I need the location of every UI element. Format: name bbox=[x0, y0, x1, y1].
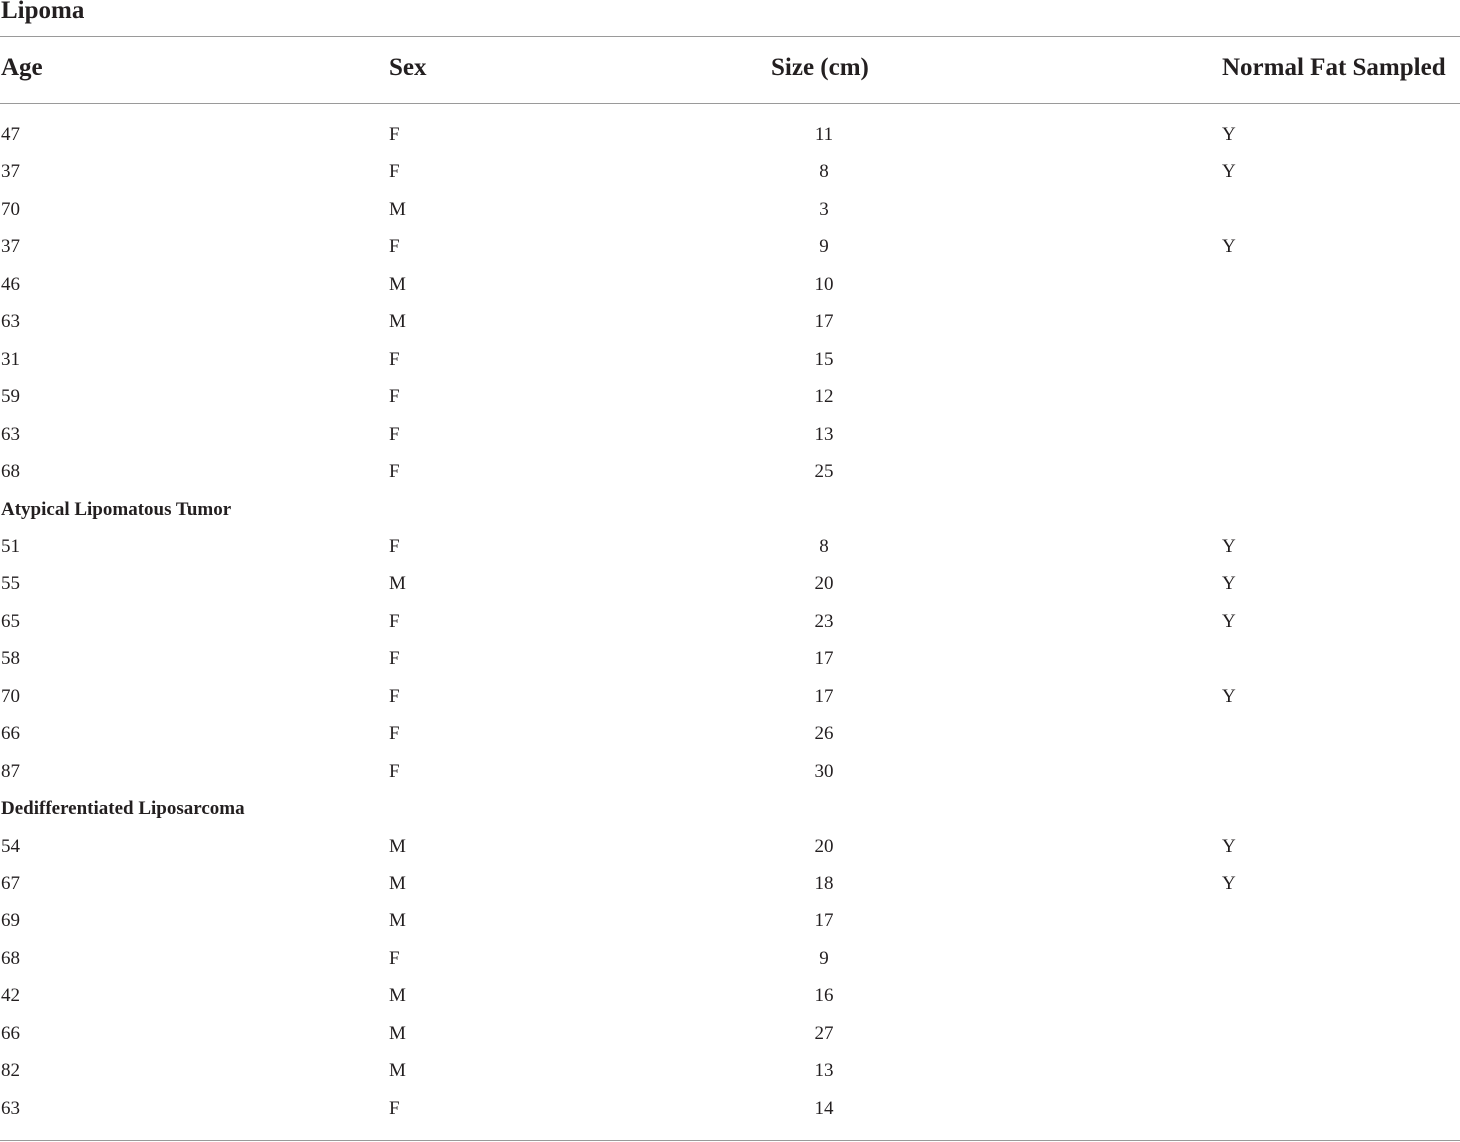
table-row bbox=[0, 758, 1460, 786]
table-row bbox=[0, 833, 1460, 861]
sex-cell: M bbox=[389, 311, 406, 332]
bottom-rule bbox=[0, 1140, 1460, 1141]
size-cell: 30 bbox=[814, 761, 834, 782]
table-row bbox=[0, 158, 1460, 186]
age-cell: 51 bbox=[1, 536, 20, 557]
age-cell: 87 bbox=[1, 761, 20, 782]
table-row bbox=[0, 1057, 1460, 1085]
size-cell: 8 bbox=[819, 161, 829, 182]
table-row bbox=[0, 720, 1460, 748]
table-row bbox=[0, 1095, 1460, 1123]
table-row bbox=[0, 645, 1460, 673]
size-cell: 20 bbox=[814, 836, 834, 857]
normal-fat-cell: Y bbox=[1222, 536, 1236, 557]
table-row bbox=[0, 907, 1460, 935]
age-cell: 70 bbox=[1, 199, 20, 220]
sex-cell: F bbox=[389, 648, 400, 669]
table-row bbox=[0, 121, 1460, 149]
size-cell: 23 bbox=[814, 611, 834, 632]
sex-cell: F bbox=[389, 611, 400, 632]
age-cell: 63 bbox=[1, 311, 20, 332]
normal-fat-cell: Y bbox=[1222, 573, 1236, 594]
table-title: Lipoma bbox=[1, 0, 85, 24]
size-cell: 15 bbox=[814, 349, 834, 370]
size-cell: 13 bbox=[814, 424, 834, 445]
table-row bbox=[0, 945, 1460, 973]
sex-cell: F bbox=[389, 1098, 400, 1119]
table-row bbox=[0, 870, 1460, 898]
table-row bbox=[0, 458, 1460, 486]
age-cell: 54 bbox=[1, 836, 20, 857]
table-row bbox=[0, 233, 1460, 261]
header-normal-fat: Normal Fat Sampled bbox=[1222, 54, 1446, 81]
size-cell: 9 bbox=[819, 236, 829, 257]
age-cell: 59 bbox=[1, 386, 20, 407]
size-cell: 17 bbox=[814, 910, 834, 931]
age-cell: 69 bbox=[1, 910, 20, 931]
sex-cell: F bbox=[389, 349, 400, 370]
sex-cell: F bbox=[389, 424, 400, 445]
normal-fat-cell: Y bbox=[1222, 236, 1236, 257]
table-row bbox=[0, 196, 1460, 224]
size-cell: 27 bbox=[814, 1023, 834, 1044]
header-rule bbox=[0, 103, 1460, 104]
table-row bbox=[0, 1020, 1460, 1048]
size-cell: 17 bbox=[814, 311, 834, 332]
age-cell: 31 bbox=[1, 349, 20, 370]
size-cell: 12 bbox=[814, 386, 834, 407]
table-row bbox=[0, 533, 1460, 561]
age-cell: 63 bbox=[1, 424, 20, 445]
table-row bbox=[0, 308, 1460, 336]
size-cell: 26 bbox=[814, 723, 834, 744]
normal-fat-cell: Y bbox=[1222, 161, 1236, 182]
sex-cell: M bbox=[389, 1023, 406, 1044]
top-rule bbox=[0, 36, 1460, 37]
normal-fat-cell: Y bbox=[1222, 686, 1236, 707]
sex-cell: F bbox=[389, 461, 400, 482]
age-cell: 37 bbox=[1, 236, 20, 257]
header-sex: Sex bbox=[389, 54, 427, 81]
size-cell: 14 bbox=[814, 1098, 834, 1119]
size-cell: 8 bbox=[819, 536, 829, 557]
sex-cell: F bbox=[389, 161, 400, 182]
sex-cell: F bbox=[389, 124, 400, 145]
header-size: Size (cm) bbox=[771, 54, 869, 81]
sex-cell: F bbox=[389, 948, 400, 969]
normal-fat-cell: Y bbox=[1222, 836, 1236, 857]
size-cell: 17 bbox=[814, 648, 834, 669]
size-cell: 16 bbox=[814, 985, 834, 1006]
sex-cell: F bbox=[389, 386, 400, 407]
table-row bbox=[0, 608, 1460, 636]
age-cell: 63 bbox=[1, 1098, 20, 1119]
sex-cell: M bbox=[389, 1060, 406, 1081]
size-cell: 10 bbox=[814, 274, 834, 295]
age-cell: 67 bbox=[1, 873, 20, 894]
normal-fat-cell: Y bbox=[1222, 611, 1236, 632]
size-cell: 13 bbox=[814, 1060, 834, 1081]
sex-cell: F bbox=[389, 236, 400, 257]
header-age: Age bbox=[1, 54, 43, 81]
age-cell: 65 bbox=[1, 611, 20, 632]
sex-cell: M bbox=[389, 910, 406, 931]
sex-cell: M bbox=[389, 836, 406, 857]
size-cell: 9 bbox=[819, 948, 829, 969]
sex-cell: F bbox=[389, 686, 400, 707]
sex-cell: M bbox=[389, 573, 406, 594]
section-label: Dedifferentiated Liposarcoma bbox=[1, 798, 245, 819]
size-cell: 20 bbox=[814, 573, 834, 594]
sex-cell: M bbox=[389, 985, 406, 1006]
sex-cell: M bbox=[389, 873, 406, 894]
age-cell: 68 bbox=[1, 461, 20, 482]
age-cell: 47 bbox=[1, 124, 20, 145]
table-row bbox=[0, 346, 1460, 374]
size-cell: 11 bbox=[814, 124, 834, 145]
age-cell: 37 bbox=[1, 161, 20, 182]
table-row bbox=[0, 982, 1460, 1010]
age-cell: 68 bbox=[1, 948, 20, 969]
size-cell: 18 bbox=[814, 873, 834, 894]
table-row bbox=[0, 421, 1460, 449]
table-row bbox=[0, 383, 1460, 411]
age-cell: 70 bbox=[1, 686, 20, 707]
table-row bbox=[0, 570, 1460, 598]
table-row bbox=[0, 271, 1460, 299]
size-cell: 17 bbox=[814, 686, 834, 707]
sex-cell: M bbox=[389, 199, 406, 220]
age-cell: 58 bbox=[1, 648, 20, 669]
age-cell: 66 bbox=[1, 1023, 20, 1044]
age-cell: 42 bbox=[1, 985, 20, 1006]
normal-fat-cell: Y bbox=[1222, 124, 1236, 145]
age-cell: 66 bbox=[1, 723, 20, 744]
table-row bbox=[0, 683, 1460, 711]
sex-cell: F bbox=[389, 761, 400, 782]
age-cell: 46 bbox=[1, 274, 20, 295]
age-cell: 55 bbox=[1, 573, 20, 594]
size-cell: 25 bbox=[814, 461, 834, 482]
size-cell: 3 bbox=[819, 199, 829, 220]
section-label: Atypical Lipomatous Tumor bbox=[1, 499, 232, 520]
sex-cell: F bbox=[389, 723, 400, 744]
age-cell: 82 bbox=[1, 1060, 20, 1081]
sex-cell: M bbox=[389, 274, 406, 295]
normal-fat-cell: Y bbox=[1222, 873, 1236, 894]
sex-cell: F bbox=[389, 536, 400, 557]
